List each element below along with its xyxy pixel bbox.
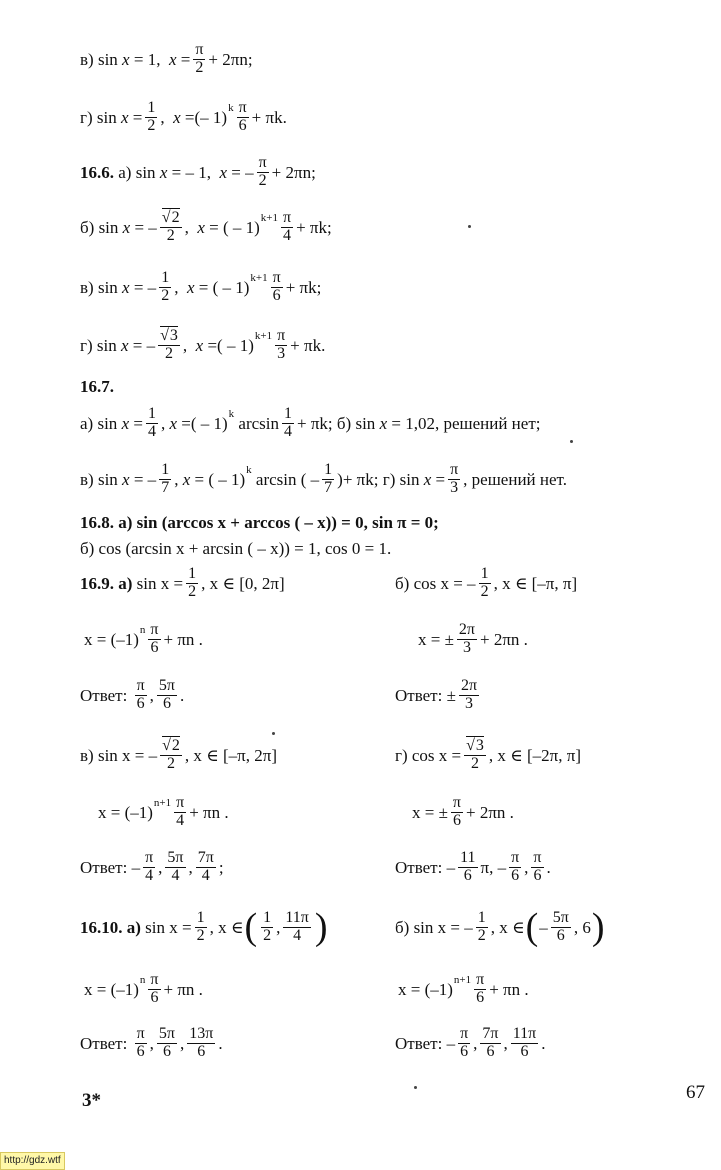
item-label: в) xyxy=(80,277,94,297)
var: x xyxy=(120,107,129,127)
func: sin xyxy=(97,469,118,489)
answer-label: Ответ: xyxy=(80,1033,128,1053)
equals: = xyxy=(133,49,144,69)
fraction: 1 2 xyxy=(161,269,170,304)
fraction-sqrt: √ 3 2 xyxy=(158,328,180,363)
fraction: π 6 xyxy=(136,1025,145,1060)
exponent: n+1 xyxy=(153,796,172,809)
answer-16-10-b: Ответ: – π 6 , 7π 6 , 11π 6 . xyxy=(395,1025,546,1060)
tail: + πk. xyxy=(251,107,287,127)
solution-16-10-b-general xyxy=(398,972,529,1007)
problem-16-10-b: б) sin x = – 1 2 , x ∈ ( – 5π 6 , 6 ) xyxy=(395,906,605,949)
answer-tail: . xyxy=(218,1033,223,1053)
equals: = xyxy=(435,469,446,489)
scan-speck xyxy=(272,732,275,735)
tail2: = 1,02, решений нет; xyxy=(391,413,541,433)
fraction: $\frac{\pi}{3}$ xyxy=(450,461,459,496)
tail2: , решений нет. xyxy=(463,469,567,489)
answer-16-9-b xyxy=(395,678,482,713)
equals: = ( – 1) xyxy=(209,217,260,237)
item-label: г) xyxy=(395,745,408,765)
solution-16-7-v xyxy=(80,462,567,497)
fraction: 11π 6 xyxy=(512,1025,537,1060)
fraction: 1 2 xyxy=(480,565,489,600)
equation: cos x = xyxy=(411,745,462,765)
var: x xyxy=(379,413,388,433)
solution-tail: + 2πn . xyxy=(466,802,514,822)
fraction: π 6 xyxy=(136,677,145,712)
var: x xyxy=(219,162,227,182)
item-label: г) xyxy=(80,335,93,355)
func: sin xyxy=(96,335,117,355)
fraction: 5π 6 xyxy=(158,1025,175,1060)
fraction-sqrt: √ 2 2 xyxy=(160,210,182,245)
left-paren: ( xyxy=(244,906,258,949)
item-label: а) xyxy=(80,413,94,433)
fraction: π 6 xyxy=(460,1025,469,1060)
equals: = – xyxy=(133,277,157,297)
solution-tail: + πn . xyxy=(163,629,203,649)
comma: , xyxy=(160,107,165,127)
equals: = xyxy=(132,107,143,127)
interval-end: , 6 xyxy=(573,917,591,937)
equation: sin x = xyxy=(136,573,184,593)
var: x xyxy=(122,217,131,237)
fraction: $\frac{1}{2}$ xyxy=(196,909,205,944)
scan-speck xyxy=(468,225,471,228)
fraction: 1 2 xyxy=(477,909,486,944)
equals: = xyxy=(133,413,143,433)
var: x xyxy=(122,49,130,69)
tail: + πk. xyxy=(290,335,326,355)
page-number: 67 xyxy=(686,1082,705,1103)
var: x xyxy=(182,469,191,489)
fraction: π 6 xyxy=(150,971,159,1006)
solution-prefix: x = (–1) xyxy=(398,979,453,999)
equation: sin x = – xyxy=(97,745,158,765)
var: x xyxy=(159,162,168,182)
answer-label: Ответ: xyxy=(80,685,128,705)
plus-minus: ± xyxy=(446,685,456,705)
comma: , xyxy=(182,335,188,355)
fraction-sqrt: √ 2 2 xyxy=(160,738,182,773)
var: x xyxy=(186,277,195,297)
tail: + πk; xyxy=(296,217,332,237)
right-paren: ) xyxy=(591,906,605,949)
answer-tail: . xyxy=(541,1033,546,1053)
var: x xyxy=(197,217,205,237)
exponent: k+1 xyxy=(254,329,273,342)
fraction: 7π 6 xyxy=(482,1025,499,1060)
func: sin xyxy=(97,413,118,433)
fraction: π 6 xyxy=(476,971,485,1006)
equals: =(– 1) xyxy=(184,107,228,127)
equals: = xyxy=(180,49,191,69)
domain-prefix: , x ∈ xyxy=(490,917,525,937)
solution-16-9-v-general xyxy=(98,795,229,830)
fraction: π 4 xyxy=(176,794,185,829)
exponent: n xyxy=(139,623,146,636)
equation: sin x = xyxy=(145,917,192,937)
item-label: г) xyxy=(80,107,93,127)
solution-16-8-b xyxy=(80,540,391,557)
equation: sin x = – xyxy=(413,917,473,937)
item-label: б) xyxy=(395,917,410,937)
solution-16-6-b xyxy=(80,210,332,245)
left-paren: ( xyxy=(525,906,539,949)
solution-prefix: x = ± xyxy=(418,629,454,649)
item-label: а) xyxy=(118,162,132,182)
fraction: 1 7 xyxy=(161,461,170,496)
fraction-sqrt: √ $\frac{3}{2}$ xyxy=(464,738,486,773)
fraction: $\frac{\pi}{6}$ xyxy=(452,794,461,829)
exponent: n+1 xyxy=(453,973,472,986)
fraction: $\frac{2\pi}{3}$ xyxy=(460,677,478,712)
solution-tail: + πn . xyxy=(189,802,229,822)
arcsin: arcsin ( – xyxy=(255,469,320,489)
equals: = – xyxy=(134,217,157,237)
item-label: б) xyxy=(395,573,410,593)
solution-16-8-a xyxy=(80,514,439,531)
solution-prefix: x = ± xyxy=(412,802,448,822)
answer-16-10-a: Ответ: π 6 , 5π 6 , 13π 6 . xyxy=(80,1025,223,1060)
solution-16-6-a xyxy=(80,155,316,190)
var: x xyxy=(120,335,129,355)
var: x xyxy=(195,335,204,355)
tail: )+ πk; г) sin xyxy=(337,469,420,489)
func: sin xyxy=(96,107,117,127)
item-label: в) xyxy=(80,745,94,765)
solution-16-9-b-general xyxy=(418,622,528,657)
exponent: k+1 xyxy=(260,211,279,224)
comma: , xyxy=(174,277,179,297)
problem-16-9-g xyxy=(395,738,581,773)
solution-16-9-a-general xyxy=(84,622,203,657)
answer-16-9-v: Ответ: – π 4 , 5π 4 , 7π 4 ; xyxy=(80,849,224,884)
fraction: $\frac{1}{4}$ xyxy=(147,405,156,440)
problem-16-10-a: 16.10. а) sin x = $\frac{1}{2}$ , x ∈ ( 1 2 , 11π 4 ) xyxy=(80,906,328,949)
fraction: 5π 4 xyxy=(167,849,184,884)
fraction: π 4 xyxy=(283,209,292,244)
item-label: в) xyxy=(80,469,94,489)
fraction: 11 6 xyxy=(460,849,476,884)
equals: =( – 1) xyxy=(181,413,228,433)
equals: = – xyxy=(231,162,254,182)
fraction: 1 4 xyxy=(284,405,293,440)
answer-label: Ответ: xyxy=(80,857,128,877)
solution-16-7-a xyxy=(80,406,540,441)
equals: = – xyxy=(132,335,156,355)
solution-prefix: x = (–1) xyxy=(84,979,139,999)
comma: , xyxy=(174,469,179,489)
func: sin xyxy=(97,49,118,69)
fraction: π 6 xyxy=(238,99,247,134)
fraction: π 6 xyxy=(272,269,281,304)
solution-tail: + 2πn . xyxy=(480,629,528,649)
domain: , x ∈ [–2π, π] xyxy=(488,745,581,765)
fraction: 5π 6 xyxy=(552,909,569,944)
var: x xyxy=(173,107,181,127)
fraction: 1 7 xyxy=(324,461,333,496)
answer-16-9-a: Ответ: π 6 , 5π 6 . xyxy=(80,677,185,712)
domain-prefix: , x ∈ xyxy=(209,917,244,937)
func: sin xyxy=(97,277,118,297)
item-label: в) xyxy=(80,49,94,69)
func: sin xyxy=(98,217,119,237)
domain: , x ∈ [0, 2π] xyxy=(201,573,285,593)
line-text: б) cos (arcsin x + arcsin ( – x)) = 1, cos 0 = 1. xyxy=(80,539,392,558)
arcsin: arcsin xyxy=(238,413,280,433)
var: x xyxy=(423,469,432,489)
signature-mark: 3* xyxy=(82,1090,101,1111)
equals: = ( – 1) xyxy=(198,277,250,297)
solution-16-6-g xyxy=(80,328,325,363)
var: x xyxy=(168,49,177,69)
answer-label: Ответ: xyxy=(395,1033,443,1053)
fraction: $\frac{2\pi}{3}$ xyxy=(458,621,475,656)
value: 1, xyxy=(147,49,161,69)
equals: = – xyxy=(133,469,157,489)
problem-number: 16.6. xyxy=(80,162,114,182)
problem-number: 16.9. а) xyxy=(80,573,133,593)
fraction: π 4 xyxy=(145,849,154,884)
scan-speck xyxy=(414,1086,417,1089)
fraction: $\frac{1}{2}$ xyxy=(188,565,197,600)
solution-tail: + πn . xyxy=(489,979,529,999)
answer-16-9-g: Ответ: – 11 6 π, – π 6 , π 6 . xyxy=(395,849,551,884)
domain: , x ∈ [–π, π] xyxy=(493,573,578,593)
item-label: б) xyxy=(80,217,95,237)
exponent: n xyxy=(139,973,146,986)
comma: , xyxy=(160,413,166,433)
problem-16-9-v xyxy=(80,738,277,773)
fraction: 11π 4 xyxy=(285,909,309,944)
func: sin xyxy=(135,162,156,182)
solution-tail: + πn . xyxy=(163,979,203,999)
solution-16-9-g-general xyxy=(412,795,514,830)
fraction: 7π 4 xyxy=(197,849,214,884)
problem-number: 16.8. а) sin (arccos x + arccos ( – x)) = 0, sin π = 0; xyxy=(80,513,439,532)
problem-16-7-heading xyxy=(80,378,114,395)
answer-label: Ответ: xyxy=(395,685,443,705)
right-paren: ) xyxy=(314,906,328,949)
tail: + πk; xyxy=(285,277,322,297)
solution-prefix: x = (–1) xyxy=(84,629,139,649)
fraction: 13π 6 xyxy=(189,1025,214,1060)
scan-speck xyxy=(570,440,573,443)
var: x xyxy=(169,413,177,433)
fraction: $\frac{1}{2}$ xyxy=(147,99,156,134)
fraction: π 2 xyxy=(258,154,267,189)
solution-16-6-v xyxy=(80,270,321,305)
fraction: π 6 xyxy=(511,849,520,884)
tail: + πk; б) sin xyxy=(297,413,376,433)
solution-16-10-a-general xyxy=(84,972,203,1007)
solution-16-5-g xyxy=(80,100,287,135)
exponent: k xyxy=(228,101,234,114)
answer-tail: ; xyxy=(218,857,224,877)
comma: , xyxy=(184,217,189,237)
domain: , x ∈ [–π, 2π] xyxy=(184,745,277,765)
var: x xyxy=(122,277,130,297)
var: x xyxy=(121,413,130,433)
tail: + 2πn; xyxy=(208,49,253,69)
fraction: $\frac{\pi}{2}$ xyxy=(195,41,204,76)
exponent: k xyxy=(228,407,235,420)
answer-tail: . xyxy=(180,685,185,705)
exponent: k+1 xyxy=(250,271,268,284)
problem-16-9-b xyxy=(395,566,577,601)
equals: = ( – 1) xyxy=(194,469,246,489)
equation: cos x = – xyxy=(413,573,476,593)
problem-number: 16.10. а) xyxy=(80,917,141,937)
solution-16-5-v xyxy=(80,42,253,77)
fraction: 5π 6 xyxy=(158,677,175,712)
watermark-link[interactable]: http://gdz.wtf xyxy=(0,1152,65,1170)
answer-label: Ответ: xyxy=(395,857,443,877)
fraction: π 6 xyxy=(150,621,159,656)
fraction: π 3 xyxy=(277,327,286,362)
equals: = – 1, xyxy=(171,162,211,182)
tail: + 2πn; xyxy=(271,162,316,182)
answer-part: π, – xyxy=(480,857,507,877)
answer-tail: . xyxy=(546,857,551,877)
fraction: 1 2 xyxy=(263,909,272,944)
problem-16-9-a xyxy=(80,566,285,601)
solution-prefix: x = (–1) xyxy=(98,802,153,822)
var: x xyxy=(122,469,130,489)
fraction: π 6 xyxy=(533,849,542,884)
problem-number: 16.7. xyxy=(80,377,114,396)
equals: =( – 1) xyxy=(207,335,254,355)
exponent: k xyxy=(246,463,252,476)
